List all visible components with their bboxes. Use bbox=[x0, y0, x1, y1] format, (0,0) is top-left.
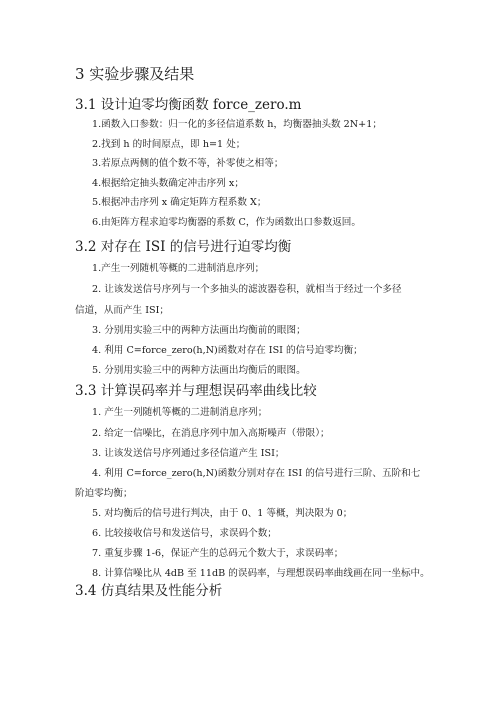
list-item: 1.产生一列随机等概的二进制消息序列； bbox=[92, 263, 265, 274]
section-3-4-title: 3.4 仿真结果及性能分析 bbox=[75, 583, 223, 599]
list-item: 7. 重复步骤 1-6，保证产生的总码元个数大于，求误码率； bbox=[92, 548, 344, 559]
list-item: 8. 计算信噪比从 4dB 至 11dB 的误码率，与理想误码率曲线画在同一坐标中。 bbox=[92, 568, 430, 579]
list-item-continuation: 阶迫零均衡； bbox=[75, 488, 133, 499]
chapter-heading: 3 实验步骤及结果 bbox=[75, 65, 195, 83]
list-item: 2. 给定一信噪比，在消息序列中加入高斯噪声（带限）； bbox=[92, 428, 330, 439]
list-item: 3.若原点两侧的值个数不等，补零使之相等； bbox=[92, 158, 284, 169]
list-item: 4. 利用 C=force_zero(h,N)函数分别对存在 ISI 的信号进行三阶、五阶和七 bbox=[92, 468, 421, 479]
list-item: 6.由矩阵方程求迫零均衡器的系数 C，作为函数出口参数返回。 bbox=[92, 217, 361, 228]
list-item: 3. 分别用实验三中的两种方法画出均衡前的眼图； bbox=[92, 325, 306, 336]
list-item: 1.函数入口参数：归一化的多径信道系数 h，均衡器抽头数 2N+1； bbox=[92, 119, 382, 130]
list-item: 4. 利用 C=force_zero(h,N)函数对存在 ISI 的信号迫零均衡； bbox=[92, 345, 363, 356]
list-item: 5. 分别用实验三中的两种方法画出均衡后的眼图。 bbox=[92, 365, 306, 376]
section-3-3-title: 3.3 计算误码率并与理想误码率曲线比较 bbox=[75, 383, 317, 399]
list-item: 4.根据给定抽头数确定冲击序列 x； bbox=[92, 178, 244, 189]
list-item: 5.根据冲击序列 x 确定矩阵方程系数 X； bbox=[92, 197, 267, 208]
list-item: 2. 让该发送信号序列与一个多抽头的滤波器卷积，就相当于经过一个多径 bbox=[92, 284, 402, 295]
list-item: 3. 让该发送信号序列通过多径信道产生 ISI； bbox=[92, 448, 285, 459]
list-item: 5. 对均衡后的信号进行判决，由于 0、1 等概，判决限为 0； bbox=[92, 508, 353, 519]
list-item: 2.找到 h 的时间原点，即 h=1 处； bbox=[92, 139, 246, 150]
section-3-1-title: 3.1 设计迫零均衡函数 force_zero.m bbox=[75, 97, 302, 113]
list-item: 6. 比较接收信号和发送信号，求误码个数； bbox=[92, 528, 277, 539]
section-3-2-title: 3.2 对存在 ISI 的信号进行迫零均衡 bbox=[75, 239, 292, 255]
list-item: 1. 产生一列随机等概的二进制消息序列； bbox=[92, 407, 268, 418]
list-item-continuation: 信道，从而产生 ISI； bbox=[75, 305, 169, 316]
